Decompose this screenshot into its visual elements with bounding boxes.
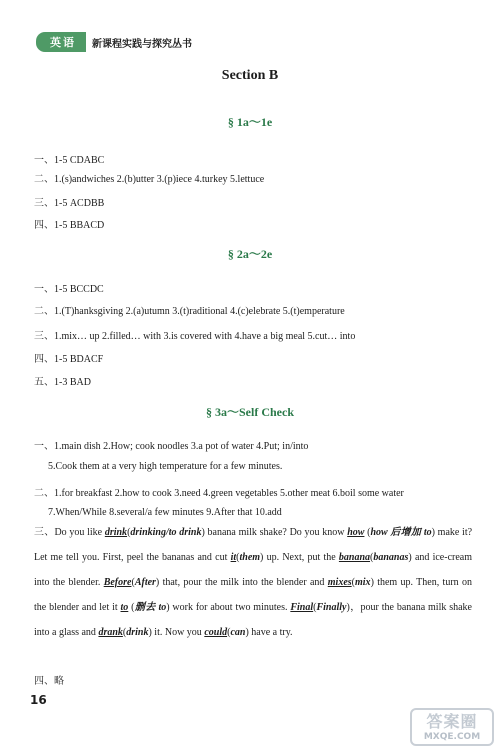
error-word: Before — [103, 577, 132, 588]
paragraph-text: )，pour the banana milk shake into a glass and — [34, 602, 472, 638]
correction-word: bananas — [373, 552, 409, 563]
answer-line: 5.Cook them at a very high temperature for a few minutes. — [48, 461, 283, 472]
paragraph-text: ( — [313, 602, 317, 613]
paragraph-text: ) and ice-cream into the blender. — [34, 552, 473, 588]
error-word: mixes — [327, 577, 352, 588]
answer-line: 二、1.(T)hanksgiving 2.(a)utumn 3.(t)raditional 4.(c)elebrate 5.(t)emperature — [34, 306, 345, 317]
error-word: how — [347, 527, 365, 538]
subject-badge: 英语 — [36, 32, 86, 52]
correction-word: mix — [355, 577, 371, 588]
page-header — [36, 34, 192, 50]
paragraph-text: ) work for about two minutes. — [166, 602, 291, 613]
paragraph-text: ) up. Next, put the — [260, 552, 339, 563]
error-word: to — [120, 602, 129, 613]
correction-word: After — [134, 577, 156, 588]
answer-line: 7.When/While 8.several/a few minutes 9.After that 10.add — [48, 507, 282, 518]
watermark-text: 答案圈 — [426, 712, 478, 731]
answer-line: 一、1-5 CDABC — [34, 155, 105, 166]
paragraph-text: ( — [127, 527, 131, 538]
paragraph-text: ) banana milk shake? Do you know — [201, 527, 348, 538]
answer-line: 三、1-5 ACDBB — [34, 198, 105, 209]
error-word: drank — [98, 627, 123, 638]
paragraph-text: ( — [236, 552, 240, 563]
paragraph-text: ( — [370, 552, 374, 563]
watermark-url: MXQE.COM — [423, 732, 481, 742]
part3-heading: § 3a～Self Check — [206, 405, 294, 419]
part1-heading: § 1a～1e — [227, 115, 273, 129]
error-word: Final — [290, 602, 314, 613]
error-word: could — [204, 627, 228, 638]
paragraph-text: ( — [364, 527, 371, 538]
answer-line: 一、1.main dish 2.How; cook noodles 3.a pot of water 4.Put; in/into — [34, 441, 309, 452]
paragraph-text: ( — [122, 627, 127, 638]
answer-line: 一、1-5 BCCDC — [34, 284, 104, 295]
error-word: it — [230, 552, 237, 563]
correction-word: can — [230, 627, 246, 638]
paragraph-text: ) that, pour the milk into the blender and — [155, 577, 328, 588]
correction-word: drink — [126, 627, 149, 638]
error-word: drink — [104, 527, 128, 538]
section-title: Section B — [221, 68, 279, 83]
answer-line: 四、1-5 BDACF — [34, 354, 104, 365]
answer-line: 二、1.(s)andwiches 2.(b)utter 3.(p)iece 4.turkey 5.lettuce — [34, 174, 265, 185]
answer-line: 五、1-3 BAD — [34, 377, 91, 388]
paragraph-text: ) it. Now you — [148, 627, 205, 638]
paragraph-text: ( — [128, 602, 135, 613]
paragraph-text: ( — [351, 577, 355, 588]
paragraph-text: 三、Do you like — [34, 527, 105, 538]
paragraph-text: ) them up. Then, turn on the blender and let it — [34, 577, 472, 613]
paragraph-text: ) have a try. — [245, 627, 293, 638]
paragraph-text: ( — [227, 627, 231, 638]
correction-paragraph — [34, 520, 472, 645]
error-word: banana — [338, 552, 371, 563]
answer-line: 四、略 — [34, 676, 64, 687]
paragraph-text: ) make it? Let me tell you. First, peel the bananas and cut — [34, 527, 473, 563]
part2-heading: § 2a～2e — [227, 247, 273, 261]
paragraph-text: ( — [131, 577, 135, 588]
answer-line: 四、1-5 BBACD — [34, 220, 105, 231]
answer-line: 三、1.mix… up 2.filled… with 3.is covered with 4.have a big meal 5.cut… into — [34, 331, 356, 342]
page-number: 16 — [30, 693, 47, 707]
correction-word: drinking/to drink — [130, 527, 202, 538]
book-series-title: 新课程实践与探究丛书 — [92, 38, 192, 50]
watermark-logo — [410, 708, 494, 746]
correction-word: 删去 to — [134, 602, 167, 613]
correction-word: Finally — [316, 602, 347, 613]
correction-word: them — [239, 552, 261, 563]
correction-word: how 后增加 to — [370, 527, 432, 538]
answer-line: 二、1.for breakfast 2.how to cook 3.need 4.green vegetables 5.other meat 6.boil some water — [34, 488, 404, 499]
